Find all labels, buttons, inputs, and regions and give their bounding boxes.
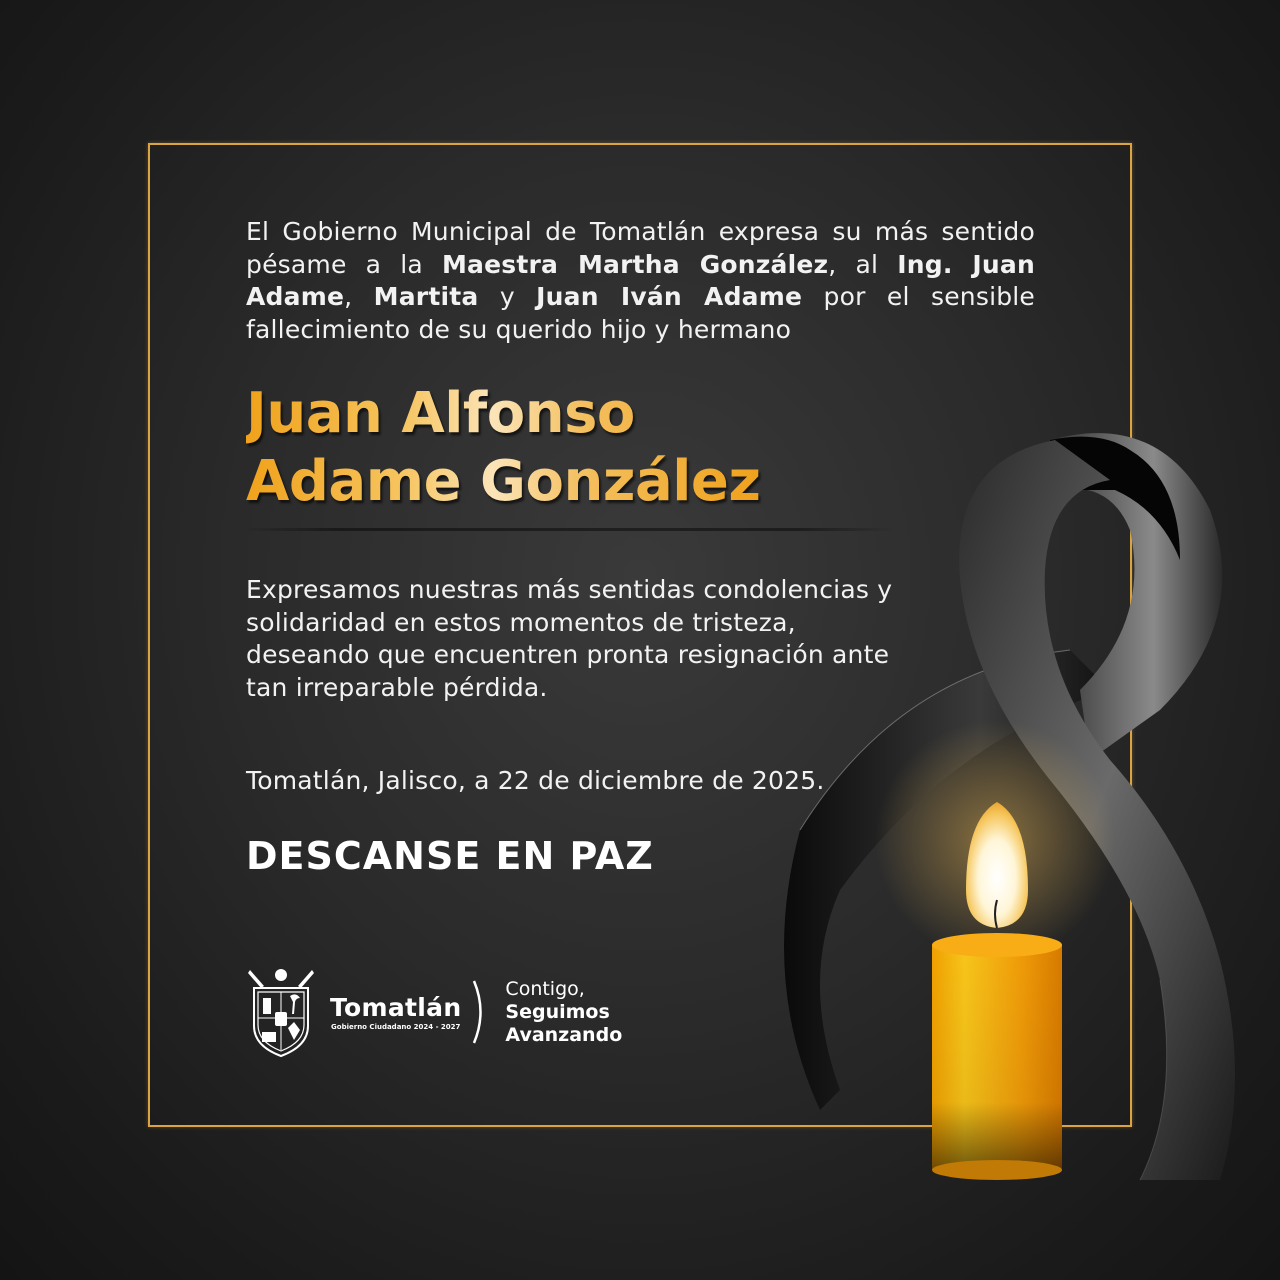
slogan [505, 978, 622, 1047]
intro-text: y [478, 282, 537, 311]
recipient-martita: Martita [373, 282, 479, 311]
deceased-name-line1: Juan Alfonso [246, 381, 635, 446]
recipient-juan-adame: Ing. Juan Adame [246, 249, 1036, 311]
brand-subtitle: Gobierno Ciudadano 2024 - 2027 [331, 1023, 461, 1031]
municipal-coat-of-arms-icon [246, 966, 316, 1058]
intro-text: por el sensible fallecimiento de su querido hijo y hermano [246, 282, 1036, 344]
lit-candle-icon [875, 720, 1115, 1180]
mourning-artwork [780, 420, 1260, 1200]
intro-text: El Gobierno Municipal de Tomatlán expresa su más sentido pésame a la [246, 217, 1035, 279]
slogan-line1: Contigo, [505, 977, 585, 1000]
intro-paragraph [246, 216, 1035, 346]
brand-block [330, 993, 461, 1031]
deceased-name [246, 380, 761, 516]
intro-text: , al [828, 249, 898, 279]
chevron-right-icon [471, 979, 491, 1045]
footer-logos [246, 962, 622, 1062]
intro-text: , [344, 282, 374, 311]
slogan-line2: Seguimos [505, 1000, 610, 1023]
slogan-line3: Avanzando [505, 1023, 623, 1046]
rest-in-peace-heading: DESCANSE EN PAZ [246, 834, 654, 878]
condolences-paragraph: Expresamos nuestras más sentidas condolencias y solidaridad en estos momentos de tristeza, deseando que encuentren pronta resignación ante tan irreparable pérdida. [246, 575, 893, 702]
deceased-name-line2: Adame González [246, 449, 761, 514]
recipient-juan-ivan: Juan Iván Adame [536, 282, 803, 311]
place-date: Tomatlán, Jalisco, a 22 de diciembre de 2025. [246, 766, 825, 795]
brand-name: Tomatlán [330, 993, 462, 1022]
recipient-martha: Maestra Martha González [441, 249, 829, 279]
